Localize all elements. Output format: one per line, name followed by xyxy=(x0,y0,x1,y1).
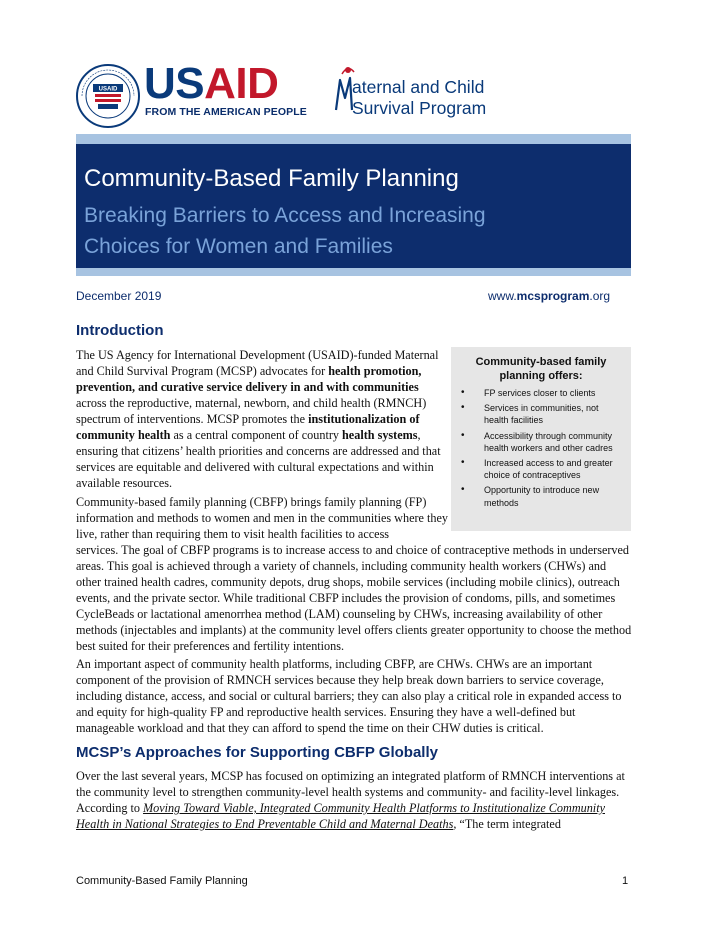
page-title: Community-Based Family Planning xyxy=(84,165,459,192)
list-item: • FP services closer to clients xyxy=(461,387,625,399)
approaches-heading: MCSP’s Approaches for Supporting CBFP Globally xyxy=(76,744,438,761)
sidebox-list xyxy=(451,387,631,509)
cbfp-offers-sidebox xyxy=(451,347,631,531)
svg-text:USAID: USAID xyxy=(98,86,118,93)
list-item: • Accessibility through community health workers and other cadres xyxy=(461,430,625,454)
usaid-wordmark: USAID xyxy=(144,59,279,108)
report-link[interactable]: Moving Toward Viable, Integrated Community Health Platforms to Institutionalize Community Health in National Strategies to End Preventable Child and Maternal Deaths xyxy=(76,801,605,831)
sidebox-title: Community-based family planning offers: xyxy=(475,356,607,382)
list-item: • Services in communities, not health facilities xyxy=(461,402,625,426)
page-number: 1 xyxy=(622,875,629,887)
mcsp-wordmark: aternal and Child Survival Program xyxy=(352,77,487,118)
intro-paragraph-3: An important aspect of community health platforms, including CBFP, are CHWs. CHWs are an important component of the provision of RMNCH services because they help break down barriers to service coverage, including distance, access, and social or cultural barriers; they can also play a critical role in expanded access to and equity for high-quality FP and reproductive health services. Ensuring they have a well-defined but manageable workload and that they can afford to spend the time on their CHW duties is critical. xyxy=(76,657,622,735)
usaid-tagline: FROM THE AMERICAN PEOPLE xyxy=(145,106,307,118)
website-link[interactable]: www.mcsprogram.org xyxy=(488,289,611,303)
intro-paragraph-1: The US Agency for International Development (USAID)-funded Maternal and Child Survival Program (MCSP) advocates for health promotion, prevention, and curative service delivery in and with communities across the reproductive, maternal, newborn, and child health (RMNCH) spectrum of interventions. MCSP promotes the institutionalization of community health as a central component of country health systems, ensuring that citizens’ health priorities and concerns are addressed and that services are equitable and delivered with cultural expectations and within available resources. xyxy=(76,348,441,490)
banner-top-stripe xyxy=(76,134,631,144)
approaches-paragraph: Over the last several years, MCSP has focused on optimizing an integrated platform of RMNCH interventions at the community level to strengthen community-level health systems and community- and facility-level linkages. According to Moving Toward Viable, Integrated Community Health Platforms to Institutionalize Community Health in National Strategies to End Preventable Child and Maternal Deaths, “The term integrated xyxy=(76,769,625,831)
footer-title: Community-Based Family Planning xyxy=(76,875,248,887)
intro-paragraph-2-continued: services. The goal of CBFP programs is to increase access to and choice of contraceptive methods in underserved areas. This goal is achieved through a variety of channels, including community health workers (CHWs) and other trained health cadres, community depots, drug shops, mobile services (including mobile clinics), outreach events, and the private sector. While traditional CBFP includes the provision of condoms, pills, and sometimes CycleBeads or lactational amenorrhea method (LAM) counseling by CHWs, increasing availability of other methods (injectables and implants) at the community level offers clients greater opportunity to choose the method best suited for their preferences and fertility intentions. xyxy=(76,543,632,653)
introduction-heading: Introduction xyxy=(76,322,164,339)
intro-paragraph-2: Community-based family planning (CBFP) brings family planning (FP) information and methods to women and men in the communities where they live, rather than requiring them to visit health facilities to access xyxy=(76,495,448,541)
list-item: • Opportunity to introduce new methods xyxy=(461,484,625,508)
publication-date: December 2019 xyxy=(76,289,162,303)
usaid-seal-logo xyxy=(76,64,140,128)
banner-bottom-stripe xyxy=(76,268,631,276)
page-subtitle: Breaking Barriers to Access and Increasing Choices for Women and Families xyxy=(84,204,486,258)
list-item: • Increased access to and greater choice of contraceptives xyxy=(461,457,625,481)
